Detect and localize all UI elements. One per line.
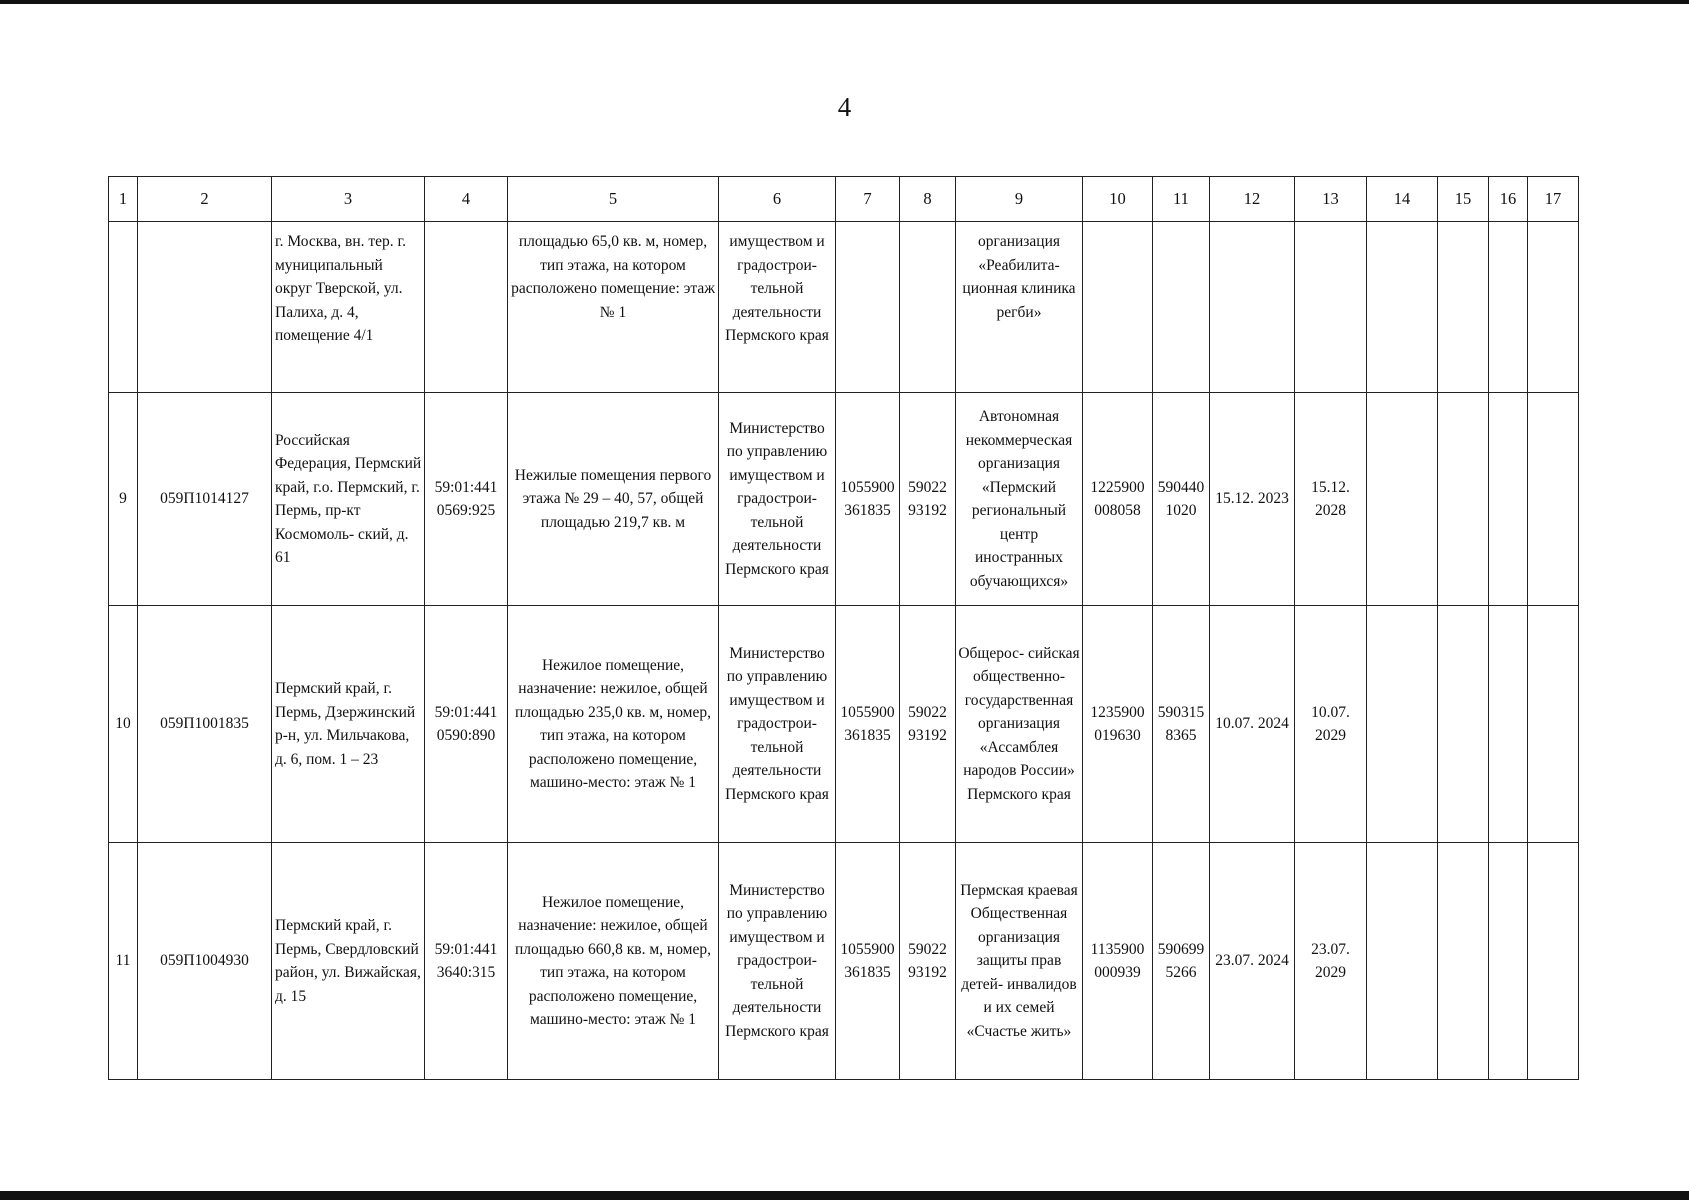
cell-description: Нежилое помещение, назначение: нежилое, общей площадью 660,8 кв. м, номер, тип этажа, на котором расположено помещение, машино-место: этаж № 1	[508, 843, 719, 1080]
cell-ogrn-authority	[836, 222, 900, 393]
column-header: 3	[272, 177, 425, 222]
column-header: 16	[1489, 177, 1528, 222]
cell-end-date: 23.07. 2029	[1295, 843, 1367, 1080]
cell-column-17	[1528, 606, 1579, 843]
cell-column-15	[1438, 843, 1489, 1080]
cell-row-number: 11	[109, 843, 138, 1080]
cell-ogrn-organization: 1135900 000939	[1083, 843, 1153, 1080]
cell-ogrn-authority: 1055900 361835	[836, 606, 900, 843]
cell-registry-number: 059П1004930	[138, 843, 272, 1080]
cell-organization: Автономная некоммерческая организация «Пермский региональный центр иностранных обучающихся»	[956, 393, 1083, 606]
table-row-continuation	[109, 222, 1579, 393]
cell-column-15	[1438, 606, 1489, 843]
cell-column-15	[1438, 222, 1489, 393]
cell-organization: Пермская краевая Общественная организация защиты прав детей- инвалидов и их семей «Счастье жить»	[956, 843, 1083, 1080]
cell-end-date	[1295, 222, 1367, 393]
column-header: 12	[1210, 177, 1295, 222]
column-header: 8	[900, 177, 956, 222]
cell-address: Пермский край, г. Пермь, Свердловский район, ул. Вижайская, д. 15	[272, 843, 425, 1080]
cell-authority: Министерство по управлению имуществом и градострои- тельной деятельности Пермского края	[719, 606, 836, 843]
cell-column-14	[1367, 393, 1438, 606]
cell-cadastral-number	[425, 222, 508, 393]
cell-column-17	[1528, 843, 1579, 1080]
column-header: 15	[1438, 177, 1489, 222]
cell-ogrn-organization: 1225900 008058	[1083, 393, 1153, 606]
cell-registry-number: 059П1001835	[138, 606, 272, 843]
cell-row-number: 9	[109, 393, 138, 606]
cell-start-date	[1210, 222, 1295, 393]
cell-inn-organization	[1153, 222, 1210, 393]
cell-column-14	[1367, 222, 1438, 393]
cell-address: г. Москва, вн. тер. г. муниципальный округ Тверской, ул. Палиха, д. 4, помещение 4/1	[272, 222, 425, 393]
cell-column-17	[1528, 393, 1579, 606]
cell-authority: имуществом и градострои- тельной деятельности Пермского края	[719, 222, 836, 393]
page-number: 4	[837, 92, 852, 122]
cell-inn-authority: 59022 93192	[900, 606, 956, 843]
column-header: 9	[956, 177, 1083, 222]
cell-inn-authority: 59022 93192	[900, 393, 956, 606]
cell-organization: организация «Реабилита- ционная клиника регби»	[956, 222, 1083, 393]
cell-address: Пермский край, г. Пермь, Дзержинский р-н, ул. Мильчакова, д. 6, пом. 1 – 23	[272, 606, 425, 843]
cell-column-14	[1367, 606, 1438, 843]
column-header: 7	[836, 177, 900, 222]
cell-inn-organization: 590315 8365	[1153, 606, 1210, 843]
registry-table	[108, 176, 1579, 1080]
column-header: 5	[508, 177, 719, 222]
cell-ogrn-authority: 1055900 361835	[836, 393, 900, 606]
column-header: 11	[1153, 177, 1210, 222]
cell-description: Нежилое помещение, назначение: нежилое, общей площадью 235,0 кв. м, номер, тип этажа, на котором расположено помещение, машино-место: этаж № 1	[508, 606, 719, 843]
cell-column-14	[1367, 843, 1438, 1080]
cell-end-date: 10.07. 2029	[1295, 606, 1367, 843]
cell-registry-number	[138, 222, 272, 393]
cell-inn-organization: 590699 5266	[1153, 843, 1210, 1080]
cell-organization: Общерос- сийская общественно- государственная организация «Ассамблея народов России» Пермского края	[956, 606, 1083, 843]
column-number-header-row	[109, 177, 1579, 222]
table-row-11	[109, 843, 1579, 1080]
cell-authority: Министерство по управлению имуществом и градострои- тельной деятельности Пермского края	[719, 843, 836, 1080]
cell-column-15	[1438, 393, 1489, 606]
cell-column-16	[1489, 393, 1528, 606]
column-header: 2	[138, 177, 272, 222]
cell-cadastral-number: 59:01:441 3640:315	[425, 843, 508, 1080]
cell-ogrn-organization	[1083, 222, 1153, 393]
cell-ogrn-organization: 1235900 019630	[1083, 606, 1153, 843]
table-row-10	[109, 606, 1579, 843]
cell-authority: Министерство по управлению имуществом и градострои- тельной деятельности Пермского края	[719, 393, 836, 606]
cell-start-date: 15.12. 2023	[1210, 393, 1295, 606]
cell-column-16	[1489, 606, 1528, 843]
cell-inn-authority	[900, 222, 956, 393]
cell-address: Российская Федерация, Пермский край, г.о. Пермский, г. Пермь, пр-кт Космомоль- ский, д. 61	[272, 393, 425, 606]
cell-registry-number: 059П1014127	[138, 393, 272, 606]
column-header: 13	[1295, 177, 1367, 222]
cell-description: площадью 65,0 кв. м, номер, тип этажа, на котором расположено помещение: этаж № 1	[508, 222, 719, 393]
cell-inn-authority: 59022 93192	[900, 843, 956, 1080]
cell-inn-organization: 590440 1020	[1153, 393, 1210, 606]
cell-description: Нежилые помещения первого этажа № 29 – 40, 57, общей площадью 219,7 кв. м	[508, 393, 719, 606]
cell-ogrn-authority: 1055900 361835	[836, 843, 900, 1080]
column-header: 4	[425, 177, 508, 222]
column-header: 10	[1083, 177, 1153, 222]
column-header: 17	[1528, 177, 1579, 222]
cell-column-16	[1489, 843, 1528, 1080]
cell-start-date: 10.07. 2024	[1210, 606, 1295, 843]
column-header: 6	[719, 177, 836, 222]
cell-start-date: 23.07. 2024	[1210, 843, 1295, 1080]
cell-row-number	[109, 222, 138, 393]
cell-cadastral-number: 59:01:441 0569:925	[425, 393, 508, 606]
cell-cadastral-number: 59:01:441 0590:890	[425, 606, 508, 843]
scan-top-edge	[0, 0, 1689, 4]
table-row-9	[109, 393, 1579, 606]
cell-column-17	[1528, 222, 1579, 393]
column-header: 1	[109, 177, 138, 222]
cell-row-number: 10	[109, 606, 138, 843]
column-header: 14	[1367, 177, 1438, 222]
scan-bottom-edge	[0, 1191, 1689, 1200]
cell-column-16	[1489, 222, 1528, 393]
cell-end-date: 15.12. 2028	[1295, 393, 1367, 606]
